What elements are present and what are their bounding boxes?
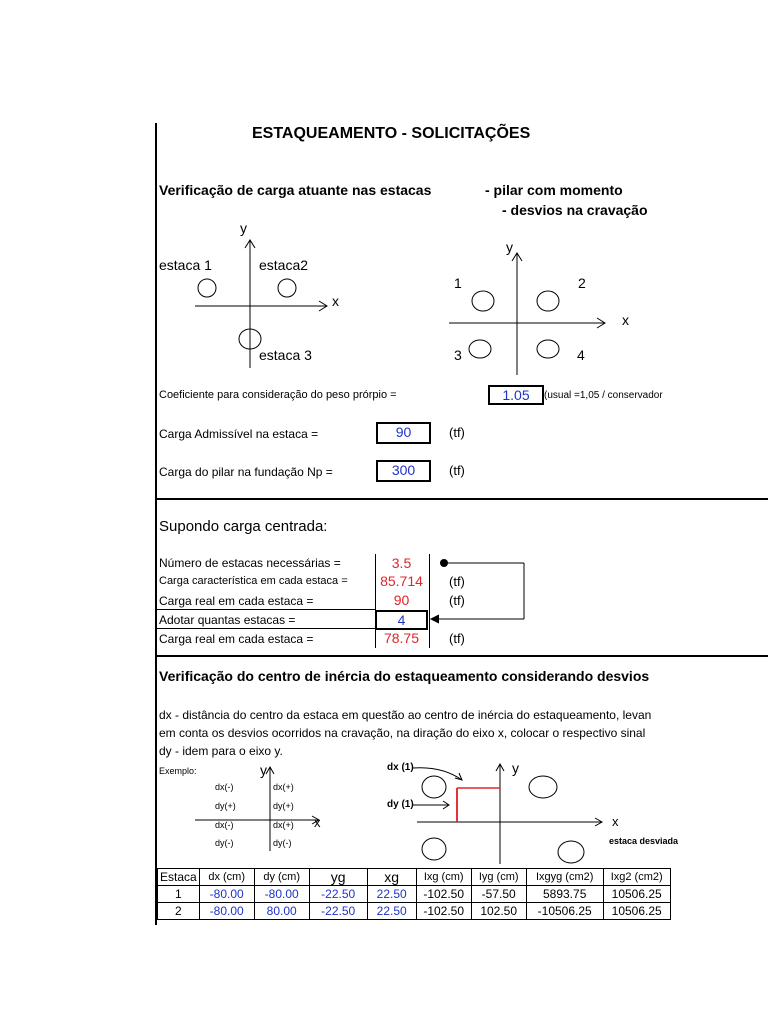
diagram1-x-label: x [332,293,339,309]
inertia-text-3: dy - idem para o eixo y. [159,744,283,758]
connector-arrow [427,555,567,635]
example-x-label: x [314,815,321,830]
row-label: Adotar quantas estacas = [159,613,296,627]
verification-heading: Verificação de carga atuante nas estacas [159,182,432,198]
unit: (tf) [449,574,465,589]
table-cell: 5893.75 [526,886,603,903]
adm-label: Carga Admissível na estaca = [159,427,319,441]
row-label: Carga real em cada estaca = [159,594,314,608]
deviation-diagram [377,758,677,868]
table-cell[interactable]: -22.50 [309,903,367,920]
example-y-label: y [260,762,267,778]
np-unit: (tf) [449,463,465,478]
pile-diagram-1 [157,218,357,368]
value-cell: 85.714 [380,573,423,589]
header-cell: dx (cm) [199,869,254,886]
header-cell: xg [367,869,416,886]
section-divider [157,498,768,500]
coef-input[interactable]: 1.05 [488,385,544,405]
quadrant-br-dx: dx(+) [273,820,294,830]
row-label: Carga real em cada estaca = [159,632,314,646]
value-cell: 78.75 [383,630,420,646]
centered-heading: Supondo carga centrada: [159,518,328,535]
inertia-heading: Verificação do centro de inércia do estaqueamento considerando desvios [159,668,650,684]
diagram2-x-label: x [622,312,629,328]
table-cell: -102.50 [416,886,471,903]
diagram2-n1: 1 [454,275,462,291]
deviation-x-label: x [612,814,619,829]
table-cell: 1 [158,886,200,903]
header-cell: Ixg2 (cm2) [603,869,670,886]
np-label: Carga do pilar na fundação Np = [159,465,333,479]
adm-input[interactable]: 90 [376,422,431,444]
diagram2-y-label: y [506,239,513,255]
coef-label: Coeficiente para consideração do peso prórpio = [159,389,397,401]
table-cell: 102.50 [471,903,526,920]
table-cell: -102.50 [416,903,471,920]
example-quadrant-diagram [187,763,347,853]
pile-1-label: estaca 1 [159,257,212,273]
table-cell[interactable]: 22.50 [367,886,416,903]
table-cell[interactable]: -80.00 [254,886,309,903]
header-cell: Ixg (cm) [416,869,471,886]
table-row [158,903,671,920]
header-cell: Estaca [158,869,200,886]
spreadsheet [155,123,768,925]
value-cell: 90 [393,592,410,608]
dy-label: dy (1) [387,799,414,810]
table-cell: -10506.25 [526,903,603,920]
pile-3-label: estaca 3 [259,347,312,363]
section-divider [157,655,768,657]
table-cell: 10506.25 [603,886,670,903]
value-cell: 3.5 [391,555,412,571]
coef-note: (usual =1,05 / conservador [544,390,663,401]
table-cell: 2 [158,903,200,920]
row-label: Carga característica em cada estaca = [159,575,348,587]
header-cell: dy (cm) [254,869,309,886]
table-row [158,886,671,903]
table-cell[interactable]: -22.50 [309,886,367,903]
quadrant-bl-dy: dy(-) [215,838,234,848]
dx-label: dx (1) [387,762,414,773]
diagram1-y-label: y [240,220,247,236]
diagram2-n3: 3 [454,347,462,363]
inertia-text-2: em conta os desvios ocorridos na cravação, na diração do eixo x, colocar o respectivo sinal [159,726,646,740]
table-cell[interactable]: 80.00 [254,903,309,920]
diagram2-n2: 2 [578,275,586,291]
header-cell: yg [309,869,367,886]
quadrant-br-dy: dy(-) [273,838,292,848]
table-cell: -57.50 [471,886,526,903]
quadrant-tr-dx: dx(+) [273,782,294,792]
deviation-y-label: y [512,760,519,776]
quadrant-tl-dx: dx(-) [215,782,234,792]
example-label: Exemplo: [159,766,197,776]
table-cell: 10506.25 [603,903,670,920]
table-cell[interactable]: 22.50 [367,903,416,920]
case-moment: - pilar com momento [485,182,623,198]
quadrant-tl-dy: dy(+) [215,801,236,811]
unit: (tf) [449,593,465,608]
diagram2-n4: 4 [577,347,585,363]
deviated-pile-note: estaca desviada [609,836,679,846]
quadrant-tr-dy: dy(+) [273,801,294,811]
inertia-text-1: dx - distância do centro da estaca em questão ao centro de inércia do estaqueamento, levan [159,708,652,722]
page-title: ESTAQUEAMENTO - SOLICITAÇÕES [252,125,531,142]
pile-table [157,868,671,920]
pile-1-circle [198,279,216,297]
table-header-row [158,869,671,886]
adopt-piles-input[interactable]: 4 [375,610,428,630]
header-cell: Ixgyg (cm2) [526,869,603,886]
row-label: Número de estacas necessárias = [159,556,341,570]
pile-diagram-2 [447,235,647,375]
pile-2-circle [278,279,296,297]
row-rule [157,609,375,610]
np-input[interactable]: 300 [376,460,431,482]
quadrant-bl-dx: dx(-) [215,820,234,830]
case-deviation: - desvios na cravação [502,202,648,218]
pile-2-label: estaca2 [259,257,309,273]
header-cell: Iyg (cm) [471,869,526,886]
adm-unit: (tf) [449,425,465,440]
unit: (tf) [449,631,465,646]
row-rule [157,628,375,629]
table-cell[interactable]: -80.00 [199,903,254,920]
table-cell[interactable]: -80.00 [199,886,254,903]
